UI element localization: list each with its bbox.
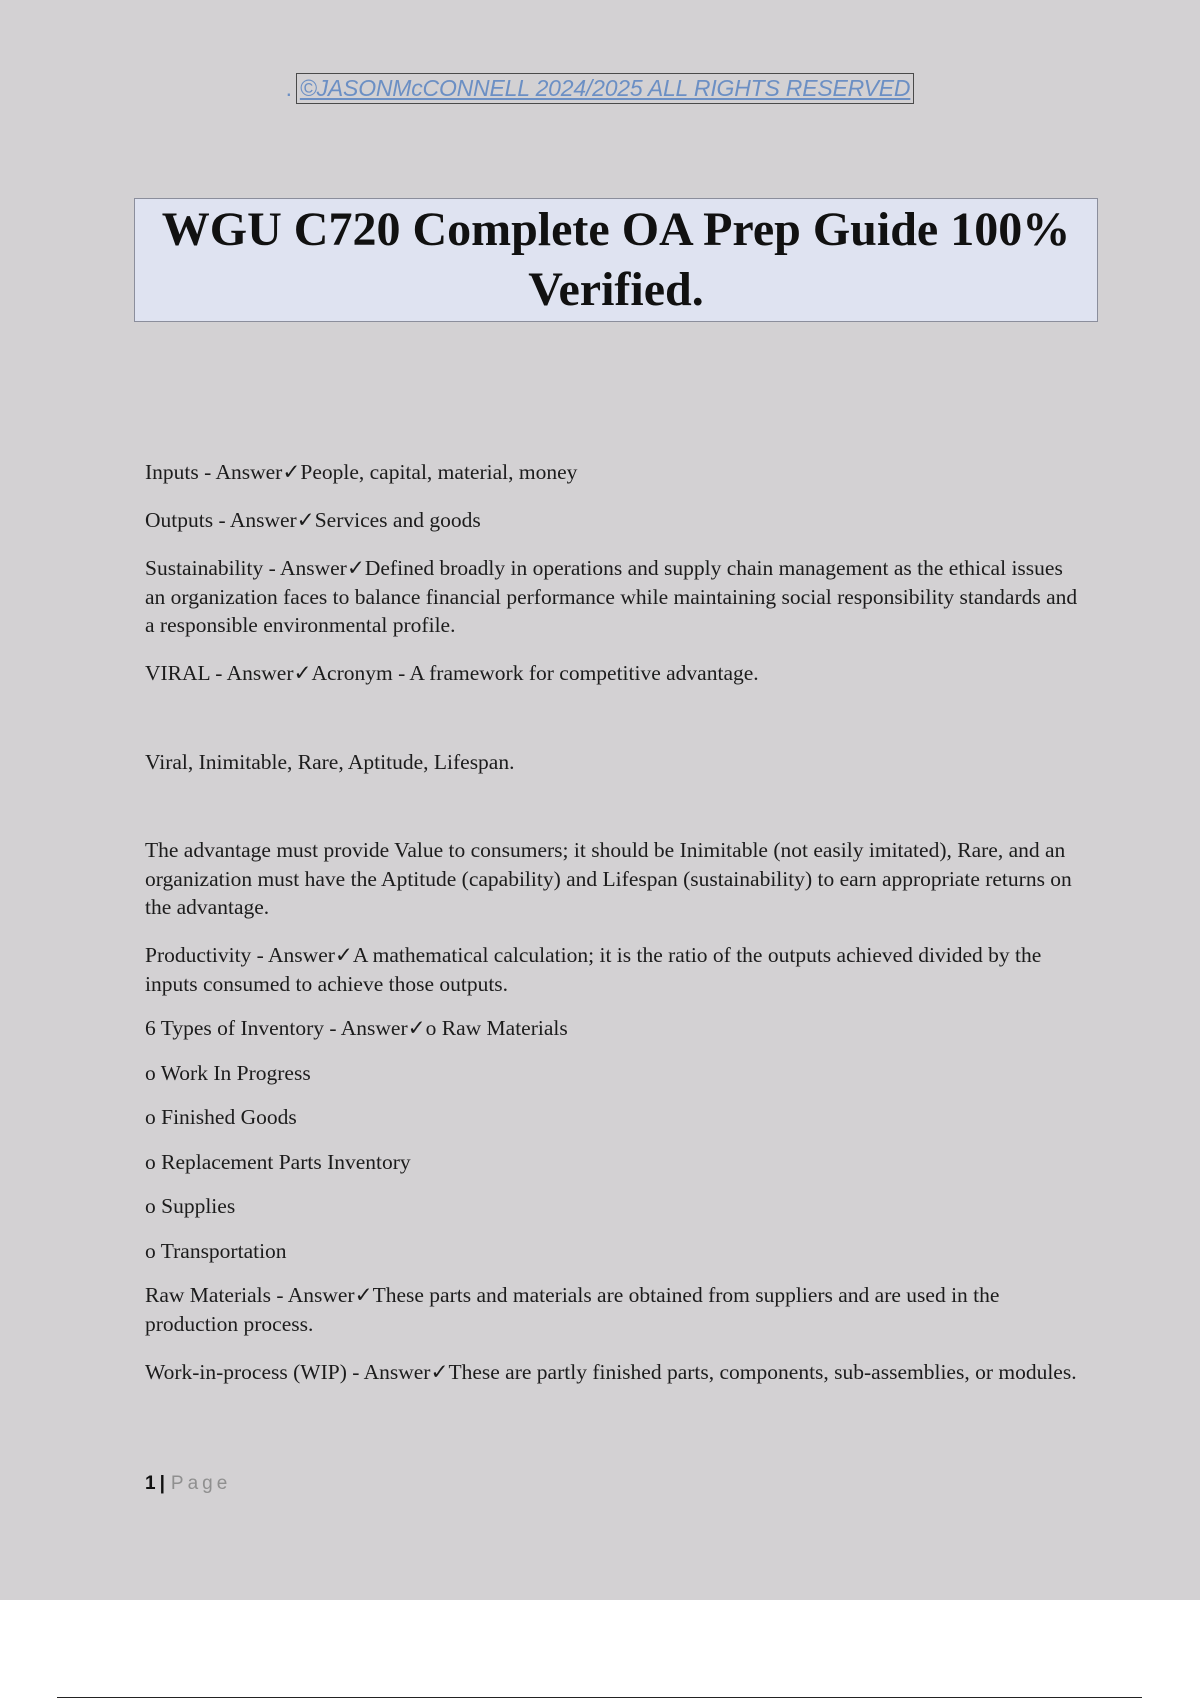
paragraph-productivity: Productivity - Answer✓A mathematical calculation; it is the ratio of the outputs achieved divided by the inputs consumed to achieve those outputs.: [145, 943, 1042, 996]
title-line-2: Verified.: [528, 263, 704, 316]
paragraph-wip: Work-in-process (WIP) - Answer✓These are partly finished parts, components, sub-assemblies, or modules.: [145, 1359, 1077, 1384]
list-item: o Supplies: [145, 1194, 236, 1218]
paragraph-inputs: Inputs - Answer✓People, capital, material, money: [145, 460, 578, 484]
copyright-text: ©JASONMcCONNELL 2024/2025 ALL RIGHTS RESERVED: [296, 73, 914, 104]
paragraph-raw-materials: Raw Materials - Answer✓These parts and materials are obtained from suppliers and are used in the production process.: [145, 1283, 1000, 1336]
paragraph-viral-letters: Viral, Inimitable, Rare, Aptitude, Lifespan.: [145, 749, 515, 774]
header-dot: .: [285, 75, 292, 101]
document-title: [162, 200, 1070, 320]
list-item: o Replacement Parts Inventory: [145, 1149, 411, 1174]
paragraph-sustainability: Sustainability - Answer✓Defined broadly in operations and supply chain management as the ethical issues an organization faces to balance financial performance while maintaining social responsibility standards and a responsible environmental profile.: [145, 556, 1078, 637]
paragraph-advantage: The advantage must provide Value to consumers; it should be Inimitable (not easily imitated), Rare, and an organization must have the Aptitude (capability) and Lifespan (sustainability) to earn appropriate returns on the advantage.: [145, 838, 1072, 919]
document-body: [145, 458, 1085, 1406]
paragraph-viral: VIRAL - Answer✓Acronym - A framework for competitive advantage.: [145, 661, 759, 685]
bottom-divider: [57, 1697, 1142, 1698]
list-item: o Work In Progress: [145, 1060, 311, 1085]
title-line-1: WGU C720 Complete OA Prep Guide 100%: [161, 203, 1071, 256]
paragraph-inventory-types: 6 Types of Inventory - Answer✓o Raw Materials: [145, 1016, 568, 1040]
paragraph-outputs: Outputs - Answer✓Services and goods: [145, 508, 481, 532]
page-number-footer: [145, 1473, 231, 1495]
page-number: 1: [145, 1473, 156, 1494]
list-item: o Finished Goods: [145, 1105, 297, 1129]
page-label: Page: [170, 1473, 232, 1494]
page-separator: |: [159, 1473, 165, 1494]
title-box: [134, 198, 1098, 322]
list-item: o Transportation: [145, 1238, 287, 1263]
copyright-header: [0, 73, 1200, 104]
